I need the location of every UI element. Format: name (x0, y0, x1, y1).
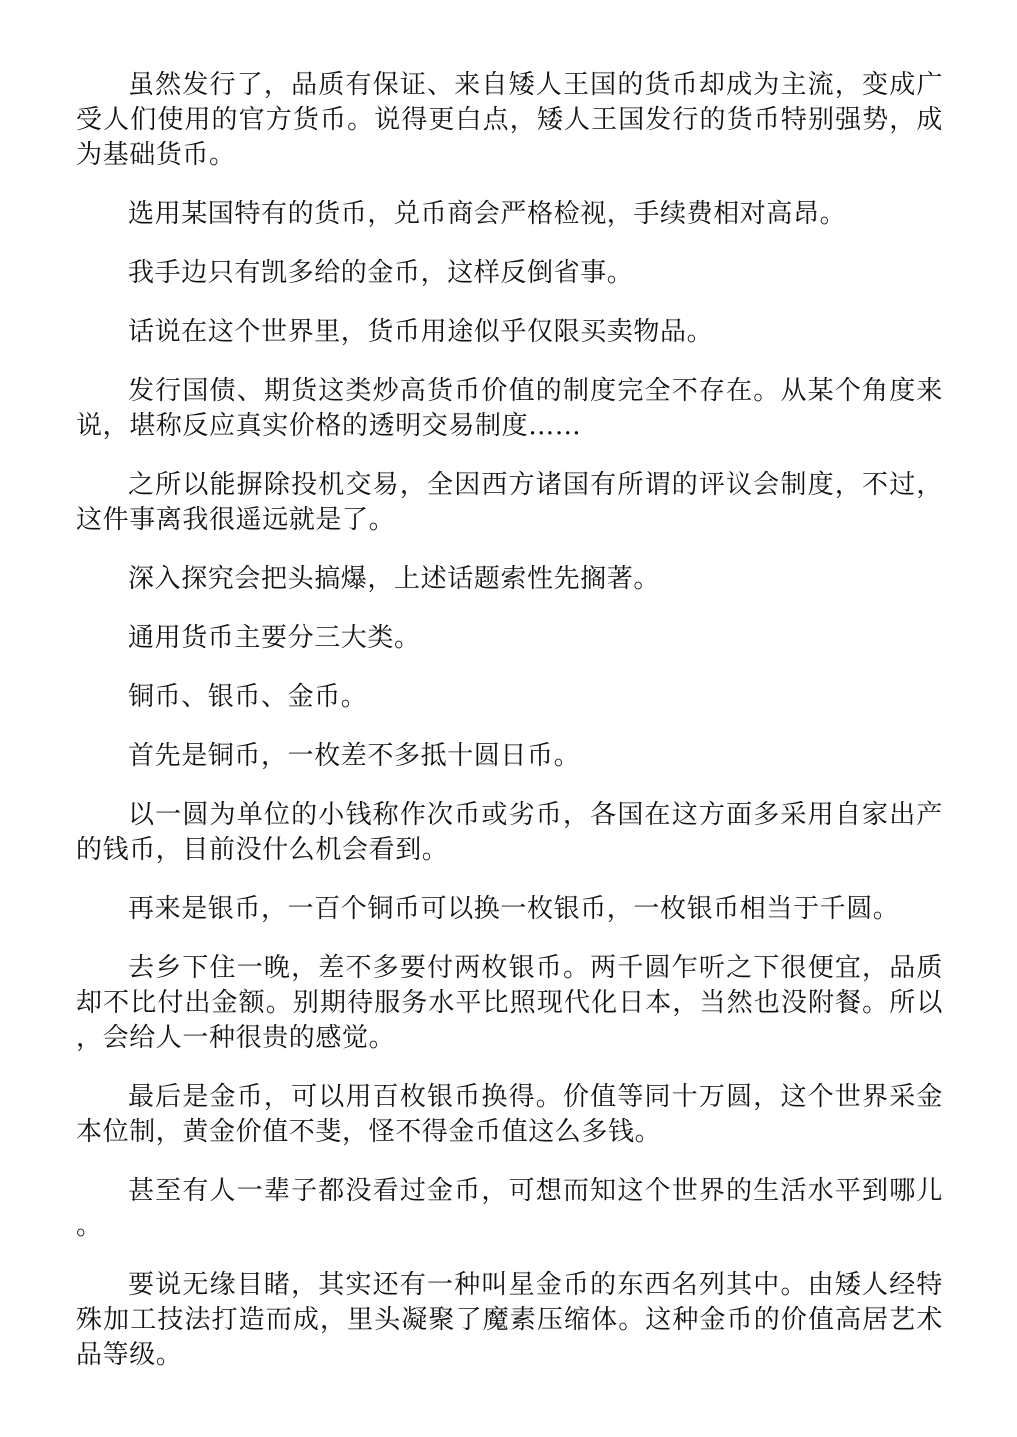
paragraph-12: 再来是银币，一百个铜币可以换一枚银币，一枚银币相当于千圆。 (128, 894, 900, 924)
paragraph-14: 最后是金币，可以用百枚银币换得。价值等同十万圆，这个世界采金本位制，黄金价值不斐，怪不得金币值这么多钱。 (76, 1082, 943, 1147)
paragraph-2: 选用某国特有的货币，兑币商会严格检视，手续费相对高昂。 (128, 199, 847, 229)
paragraph-5: 发行国债、期货这类炒高货币价值的制度完全不存在。从某个角度来说，堪称反应真实价格的透明交易制度…… (76, 376, 943, 441)
paragraph-9: 铜币、银币、金币。 (128, 682, 368, 712)
paragraph-15: 甚至有人一辈子都没看过金币，可想而知这个世界的生活水平到哪儿。 (76, 1176, 943, 1241)
paragraph-16: 要说无缘目睹，其实还有一种叫星金币的东西名列其中。由矮人经特殊加工技法打造而成，里头凝聚了魔素压缩体。这种金币的价值高居艺术品等级。 (76, 1270, 943, 1370)
paragraph-8: 通用货币主要分三大类。 (128, 623, 421, 653)
paragraph-10: 首先是铜币，一枚差不多抵十圆日币。 (128, 741, 581, 771)
paragraph-13: 去乡下住一晚，差不多要付两枚银币。两千圆乍听之下很便宜，品质却不比付出金额。别期待服务水平比照现代化日本，当然也没附餐。所以，会给人一种很贵的感觉。 (76, 953, 943, 1053)
paragraph-4: 话说在这个世界里，货币用途似乎仅限买卖物品。 (128, 317, 714, 347)
paragraph-1: 虽然发行了，品质有保证、来自矮人王国的货币却成为主流，变成广受人们使用的官方货币。说得更白点，矮人王国发行的货币特别强势，成为基础货币。 (76, 70, 943, 170)
paragraph-6: 之所以能摒除投机交易，全因西方诸国有所谓的评议会制度，不过，这件事离我很遥远就是了。 (76, 470, 943, 535)
paragraph-7: 深入探究会把头搞爆，上述话题索性先搁著。 (128, 564, 661, 594)
paragraph-11: 以一圆为单位的小钱称作次币或劣币，各国在这方面多采用自家出产的钱币，目前没什么机会看到。 (76, 800, 943, 865)
paragraph-3: 我手边只有凯多给的金币，这样反倒省事。 (128, 258, 634, 288)
